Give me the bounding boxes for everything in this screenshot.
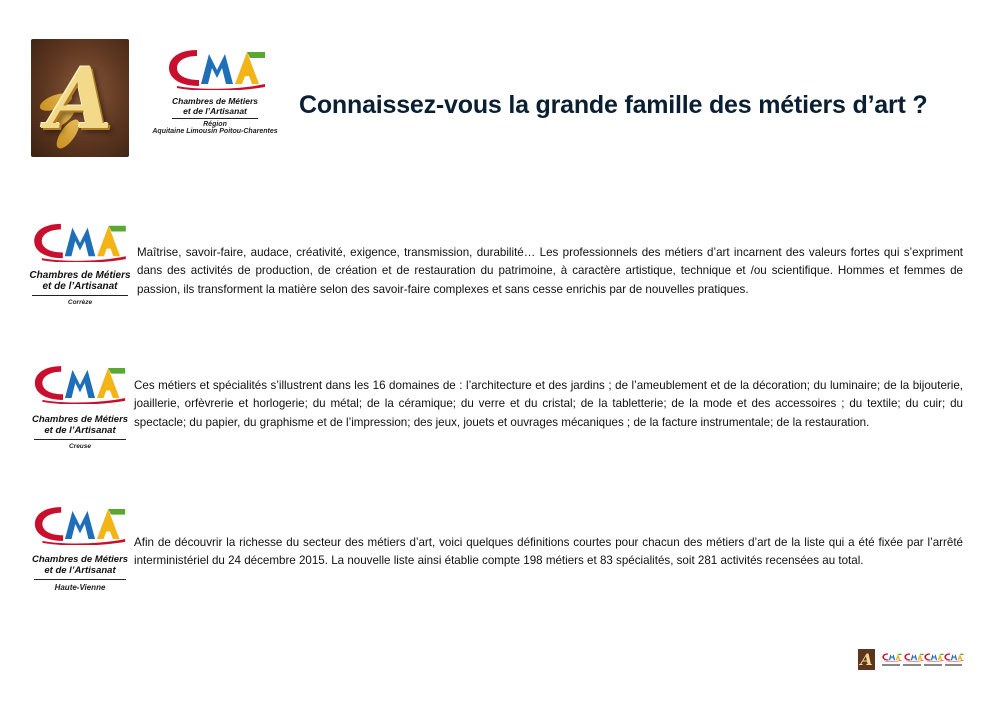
intro-paragraph: Maîtrise, savoir-faire, audace, créativité, exigence, transmission, durabilité… Les professionnels des métiers d’art incarnent des valeurs fortes qui s’expriment dans des activités de production, de création et de restauration du patrimoine, à caractère artistique, technique et /ou scientifique. Hommes et femmes de passion, ils transforment la matière selon des savoir-faire complexes et sans cesse enrichis par de nouvelles pratiques. <box>137 246 963 296</box>
logo-line2: et de l’Artisanat <box>183 106 247 116</box>
cma-logo-icon <box>32 220 128 262</box>
logo-department: Corrèze <box>67 299 93 306</box>
cma-logo-icon <box>167 46 267 90</box>
mini-cma-logo-icon <box>882 652 902 662</box>
footer-logos <box>858 649 962 671</box>
logo-line2: et de l’Artisanat <box>44 565 116 576</box>
section-logo-creuse <box>30 362 130 450</box>
logo-line1: Chambres de Métiers <box>31 414 129 425</box>
mini-cma-logo-icon <box>924 652 944 662</box>
metiers-art-tile <box>31 39 129 157</box>
logo-line1: Chambres de Métiers <box>172 96 258 106</box>
definitions-paragraph: Afin de découvrir la richesse du secteur des métiers d’art, voici quelques définitions courtes pour chacun des métiers d’art de la liste qui a été fixée par l’arrêté interministériel du 24 décembre 2015. La nouvelle liste ainsi établie compte 198 métiers et 83 spécialités, soit 281 activités recensées au total. <box>134 536 963 568</box>
cma-logo-icon <box>33 362 127 404</box>
domains-paragraph: Ces métiers et spécialités s’illustrent dans les 16 domaines de : l’architecture et des jardins ; de l’ameublement et de la décoration; du luminaire; de la bijouterie, joaillerie, orfèvrerie et horlogerie; du métal; de la céramique; du verre et du cristal; de la tabletterie; de la mode et des accessoires ; du textile; du cuir; du spectacle; du papier, du graphisme et de l’impression; des jeux, jouets et ouvrages mécaniques ; de la facture instrumentale; de la restauration. <box>134 379 963 429</box>
tile-letter: A <box>47 48 113 148</box>
mini-cma-logo-icon <box>944 652 964 662</box>
mini-cma-logo-icon <box>904 652 924 662</box>
section-logo-correze <box>28 220 132 306</box>
logo-line2: et de l’Artisanat <box>42 281 118 292</box>
page-title: Connaissez-vous la grande famille des métiers d’art ? <box>299 91 928 119</box>
mini-tile-icon: A <box>858 649 875 670</box>
logo-line1: Chambres de Métiers <box>29 270 131 281</box>
logo-line2: et de l’Artisanat <box>44 425 116 436</box>
logo-department: Haute-Vienne <box>54 583 106 592</box>
logo-region-name: Aquitaine Limousin Poitou-Charentes <box>152 128 278 135</box>
logo-line1: Chambres de Métiers <box>31 554 129 565</box>
section-logo-haute-vienne <box>30 503 130 592</box>
header-cma-logo <box>150 46 280 135</box>
cma-logo-icon <box>33 503 127 545</box>
logo-department: Creuse <box>68 443 92 450</box>
logo-region-label: Région <box>203 121 227 128</box>
